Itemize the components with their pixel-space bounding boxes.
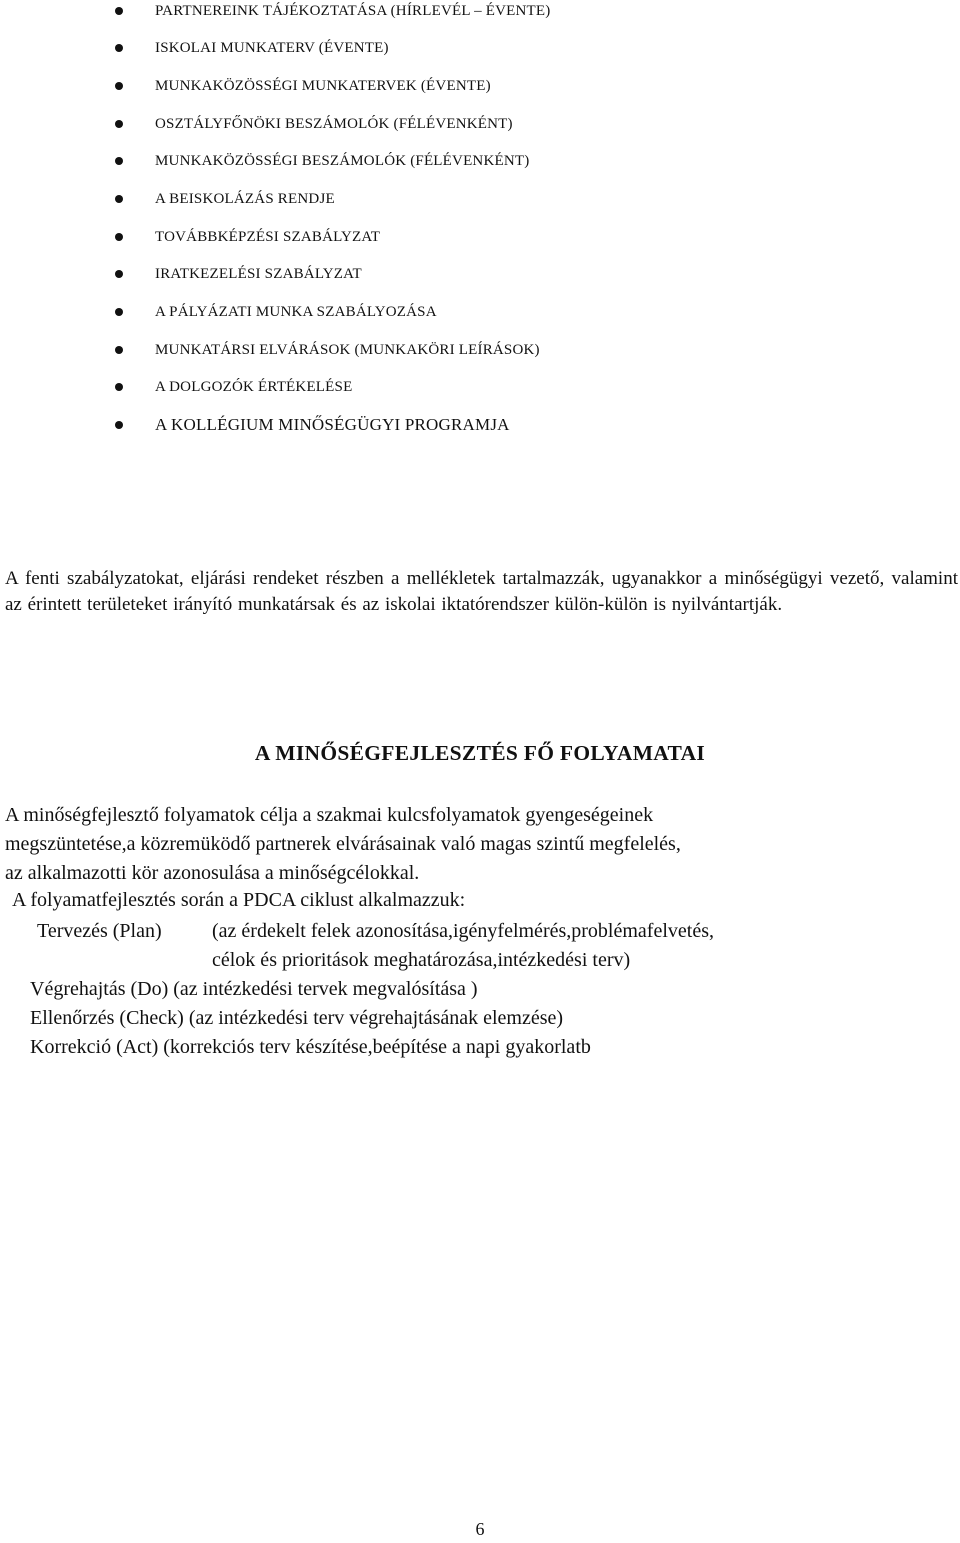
bullet-icon <box>115 44 123 52</box>
bullet-icon <box>115 195 123 203</box>
bullet-text: ISKOLAI MUNKATERV (ÉVENTE) <box>155 40 389 56</box>
bullet-icon <box>115 7 123 15</box>
page-number: 6 <box>475 1519 485 1539</box>
bullet-item <box>0 186 960 212</box>
intro-paragraph: A fenti szabályzatokat, eljárási rendeket részben a mellékletek tartalmazzák, ugyanakkor a minőségügyi vezető, valamint az érintett területeket irányító munkatársak és az iskolai iktatórendszer külön-külön is nyilvántartják. <box>5 568 958 615</box>
paragraph-line: az alkalmazotti kör azonosulása a minőségcélokkal. <box>5 862 420 884</box>
pdca-intro: A folyamatfejlesztés során a PDCA ciklust alkalmazzuk: <box>12 889 466 911</box>
bullet-icon <box>115 233 123 241</box>
bullet-icon <box>115 270 123 278</box>
bullet-item <box>0 261 960 287</box>
bullet-text: OSZTÁLYFŐNÖKI BESZÁMOLÓK (FÉLÉVENKÉNT) <box>155 116 513 132</box>
bullet-item <box>0 0 960 24</box>
paragraph-line: A minőségfejlesztő folyamatok célja a szakmai kulcsfolyamatok gyengeségeinek <box>5 804 654 826</box>
bullet-text: A PÁLYÁZATI MUNKA SZABÁLYOZÁSA <box>155 304 437 320</box>
bullet-text: MUNKATÁRSI ELVÁRÁSOK (MUNKAKÖRI LEÍRÁSOK) <box>155 342 540 358</box>
bullet-item <box>0 73 960 99</box>
bullet-item <box>0 299 960 325</box>
bullet-item <box>0 412 960 438</box>
bullet-item <box>0 374 960 400</box>
bullet-text: PARTNEREINK TÁJÉKOZTATÁSA (HÍRLEVÉL – ÉVENTE) <box>155 3 551 19</box>
bullet-text: A BEISKOLÁZÁS RENDJE <box>155 191 335 207</box>
bullet-icon <box>115 346 123 354</box>
pdca-plan-desc: (az érdekelt felek azonosítása,igényfelmérés,problémafelvetés, <box>212 920 714 942</box>
pdca-check: Ellenőrzés (Check) (az intézkedési terv végrehajtásának elemzése) <box>30 1007 564 1029</box>
bullet-item <box>0 148 960 174</box>
bullet-icon <box>115 383 123 391</box>
bullet-text: A KOLLÉGIUM MINŐSÉGÜGYI PROGRAMJA <box>155 415 510 434</box>
bullet-item <box>0 35 960 61</box>
pdca-act: Korrekció (Act) (korrekciós terv készítése,beépítése a napi gyakorlatb <box>30 1036 591 1058</box>
bullet-text: MUNKAKÖZÖSSÉGI BESZÁMOLÓK (FÉLÉVENKÉNT) <box>155 153 530 169</box>
pdca-plan-label: Tervezés (Plan) <box>37 920 162 942</box>
section-heading: A MINŐSÉGFEJLESZTÉS FŐ FOLYAMATAI <box>254 741 706 765</box>
bullet-icon <box>115 421 123 429</box>
pdca-plan-desc: célok és prioritások meghatározása,intézkedési terv) <box>212 949 631 971</box>
bullet-icon <box>115 308 123 316</box>
pdca-do: Végrehajtás (Do) (az intézkedési tervek megvalósítása ) <box>30 978 478 1000</box>
bullet-text: A DOLGOZÓK ÉRTÉKELÉSE <box>155 379 353 395</box>
bullet-icon <box>115 120 123 128</box>
bullet-icon <box>115 82 123 90</box>
bullet-item <box>0 224 960 250</box>
bullet-text: MUNKAKÖZÖSSÉGI MUNKATERVEK (ÉVENTE) <box>155 78 491 94</box>
bullet-icon <box>115 157 123 165</box>
bullet-item <box>0 111 960 137</box>
bullet-text: IRATKEZELÉSI SZABÁLYZAT <box>155 266 362 282</box>
bullet-text: TOVÁBBKÉPZÉSI SZABÁLYZAT <box>155 229 381 245</box>
bullet-item <box>0 337 960 363</box>
paragraph-line: megszüntetése,a közremüködő partnerek elvárásainak való magas szintű megfelelés, <box>5 833 681 855</box>
